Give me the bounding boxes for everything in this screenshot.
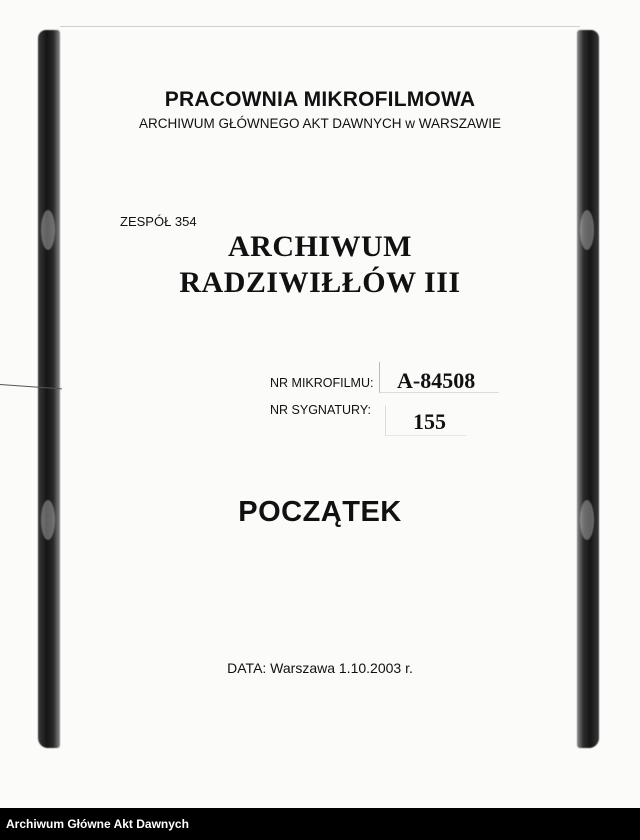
archive-title-line2: RADZIWIŁŁÓW III	[179, 266, 461, 299]
header-title: PRACOWNIA MIKROFILMOWA	[164, 88, 476, 111]
header-subtitle: ARCHIWUM GŁÓWNEGO AKT DAWNYCH w WARSZAWIE	[138, 116, 501, 131]
zespol-label: ZESPÓŁ 354	[120, 214, 197, 229]
footer-caption: Archiwum Główne Akt Dawnych	[0, 808, 640, 840]
page-top-border	[60, 26, 580, 27]
section-heading: POCZĄTEK	[238, 496, 402, 528]
microfilm-label: NR MIKROFILMU:	[270, 376, 374, 390]
archive-title-line1: ARCHIWUM	[228, 230, 412, 263]
signature-label: NR SYGNATURY:	[270, 403, 371, 417]
right-film-edge	[577, 30, 599, 748]
signature-value: 155	[413, 409, 446, 434]
date-line: DATA: Warszawa 1.10.2003 r.	[227, 660, 413, 676]
microfilm-value: A-84508	[397, 368, 476, 393]
